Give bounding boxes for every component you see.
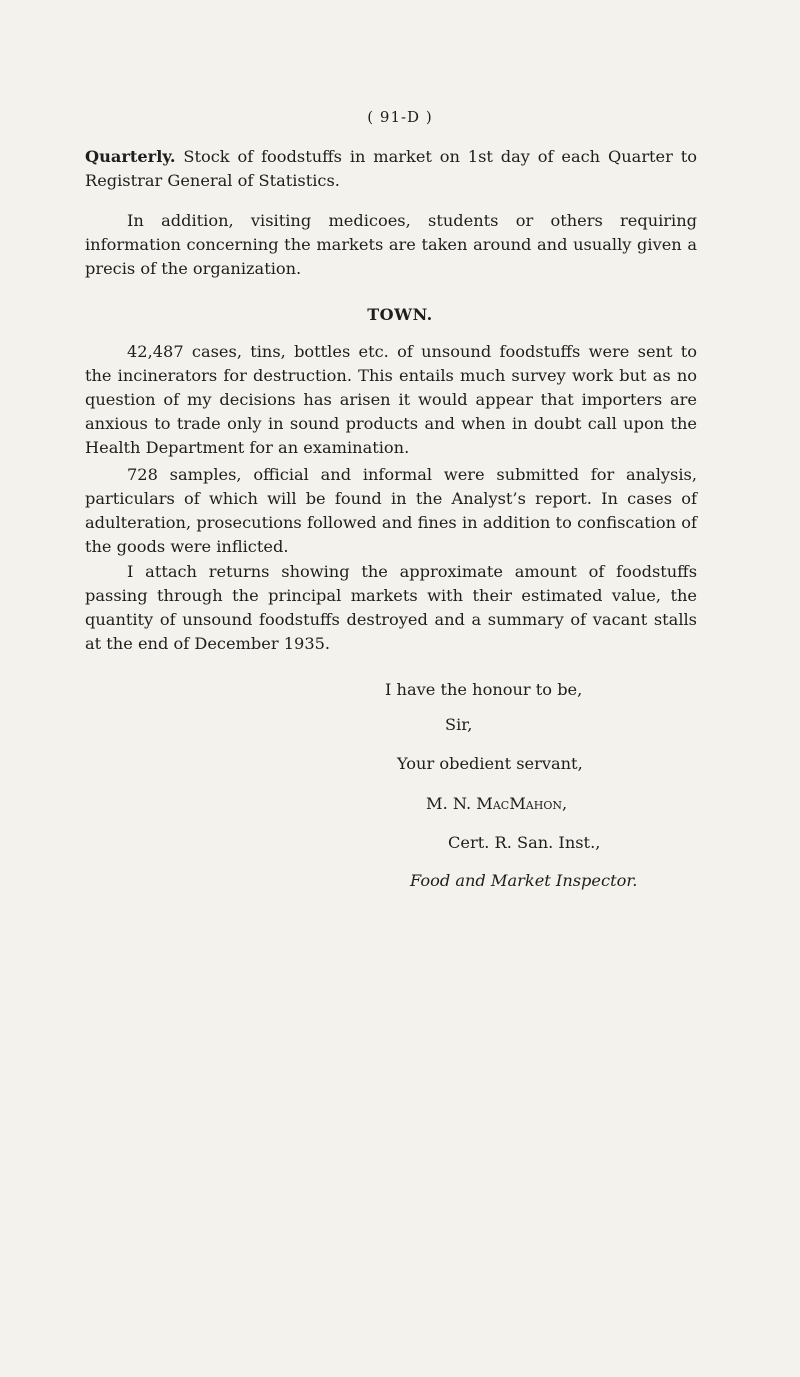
closing-servant: Your obedient servant, bbox=[397, 754, 583, 773]
returns-text: I attach returns showing the approximate amount of foodstuffs passing through the principal markets with their estimated value, the quantity of unsound foodstuffs destroyed and a summary of vacant stalls at the end of December 1935. bbox=[85, 562, 697, 653]
signatory-title: Food and Market Inspector. bbox=[410, 871, 638, 890]
samples-paragraph bbox=[85, 463, 697, 559]
signatory-name: M. N. MacMahon, bbox=[426, 794, 568, 813]
closing-honour: I have the honour to be, bbox=[385, 680, 583, 699]
page-number: ( 91-D ) bbox=[367, 108, 433, 126]
unsound-paragraph bbox=[85, 340, 697, 460]
quarterly-text: Stock of foodstuffs in market on 1st day of each Quarter to Registrar General of Statistics. bbox=[85, 147, 697, 190]
returns-paragraph bbox=[85, 560, 697, 656]
visitors-paragraph bbox=[85, 209, 697, 281]
unsound-text: 42,487 cases, tins, bottles etc. of unsound foodstuffs were sent to the incinerators for destruction. This entails much survey work but as no question of my decisions has arisen it would appear that importers are anxious to trade only in sound products and when in doubt call upon the Health Department for an examination. bbox=[85, 342, 697, 457]
closing-salutation: Sir, bbox=[445, 715, 473, 734]
quarterly-lead: Quarterly. bbox=[85, 147, 176, 166]
samples-text: 728 samples, official and informal were submitted for analysis, particulars of which will be found in the Analyst’s report. In cases of adulteration, prosecutions followed and fines in addition to confiscation of the goods were inflicted. bbox=[85, 465, 697, 556]
quarterly-paragraph bbox=[85, 145, 697, 193]
visitors-text: In addition, visiting medicoes, students or others requiring information concerning the markets are taken around and usually given a precis of the organization. bbox=[85, 211, 697, 278]
section-heading-town: TOWN. bbox=[367, 305, 433, 324]
signatory-credentials: Cert. R. San. Inst., bbox=[448, 833, 601, 852]
